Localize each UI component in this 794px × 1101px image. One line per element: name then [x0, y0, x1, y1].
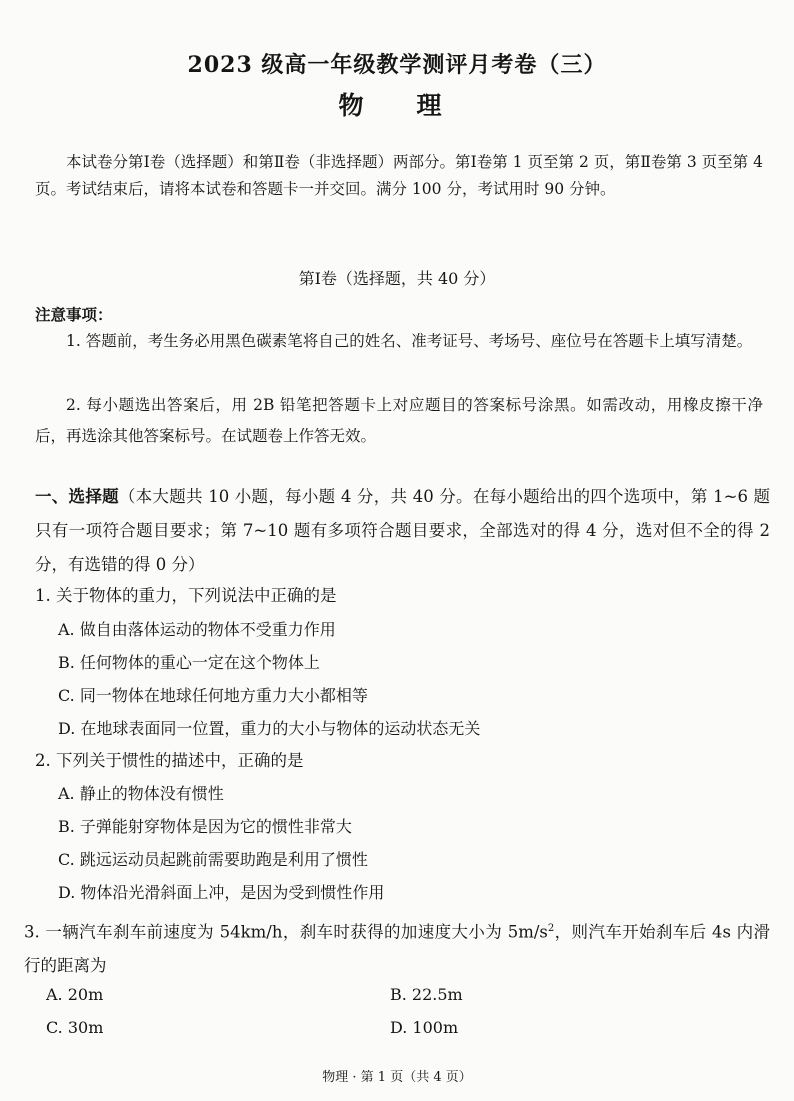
question-1-option-d: D. 在地球表面同一位置，重力的大小与物体的运动状态无关 — [58, 719, 481, 738]
exam-intro: 本试卷分第Ⅰ卷（选择题）和第Ⅱ卷（非选择题）两部分。第Ⅰ卷第 1 页至第 2 页，第Ⅱ卷第 3 页至第 4 页。考试结束后，请将本试卷和答题卡一并交回。满分 100 分，考试用时 90 分钟。 — [35, 153, 763, 198]
section1-heading: 一、选择题 — [35, 487, 119, 506]
question-3-stem-part2: ，则汽车开始刹车后 4s 内滑行的距离为 — [24, 922, 770, 975]
exam-title: 2023 级高一年级教学测评月考卷（三） — [187, 52, 607, 78]
question-3-stem — [24, 912, 770, 982]
question-3-option-a: A. 20m — [46, 985, 104, 1004]
question-3-stem-superscript: 2 — [547, 923, 555, 934]
question-2-option-b: B. 子弹能射穿物体是因为它的惯性非常大 — [58, 817, 352, 836]
question-2-option-d: D. 物体沿光滑斜面上冲，是因为受到惯性作用 — [58, 883, 385, 902]
question-3-option-b: B. 22.5m — [390, 985, 463, 1004]
question-3-option-c: C. 30m — [46, 1018, 104, 1037]
question-1-option-b: B. 任何物体的重心一定在这个物体上 — [58, 653, 320, 672]
part1-title: 第Ⅰ卷（选择题，共 40 分） — [298, 269, 496, 288]
notice-item-2: 2. 每小题选出答案后，用 2B 铅笔把答题卡上对应题目的答案标号涂黑。如需改动，用橡皮擦干净后，再选涂其他答案标号。在试题卷上作答无效。 — [35, 396, 763, 445]
section1-description: （本大题共 10 小题，每小题 4 分，共 40 分。在每小题给出的四个选项中，第 1~6 题只有一项符合题目要求；第 7~10 题有多项符合题目要求，全部选对的得 4 分，选对但不全的得 2 分，有选错的得 0 分） — [35, 487, 770, 574]
notice-item-1: 1. 答题前，考生务必用黑色碳素笔将自己的姓名、准考证号、考场号、座位号在答题卡上填写清楚。 — [66, 332, 753, 350]
page-footer: 物理 · 第 1 页（共 4 页） — [322, 1070, 472, 1085]
question-2-option-a: A. 静止的物体没有惯性 — [58, 784, 224, 803]
question-2-stem: 2. 下列关于惯性的描述中，正确的是 — [35, 751, 304, 770]
question-1-option-c: C. 同一物体在地球任何地方重力大小都相等 — [58, 686, 368, 705]
exam-subject: 物 理 — [338, 91, 456, 120]
section1-instructions — [35, 480, 770, 582]
question-1-stem: 1. 关于物体的重力，下列说法中正确的是 — [35, 586, 337, 605]
question-1-option-a: A. 做自由落体运动的物体不受重力作用 — [58, 620, 336, 639]
question-2-option-c: C. 跳远运动员起跳前需要助跑是利用了惯性 — [58, 850, 368, 869]
notice-heading: 注意事项： — [35, 305, 113, 324]
question-3-stem-part1: 3. 一辆汽车刹车前速度为 54km/h，刹车时获得的加速度大小为 5m/s — [24, 922, 548, 942]
question-3-option-d: D. 100m — [390, 1018, 459, 1037]
